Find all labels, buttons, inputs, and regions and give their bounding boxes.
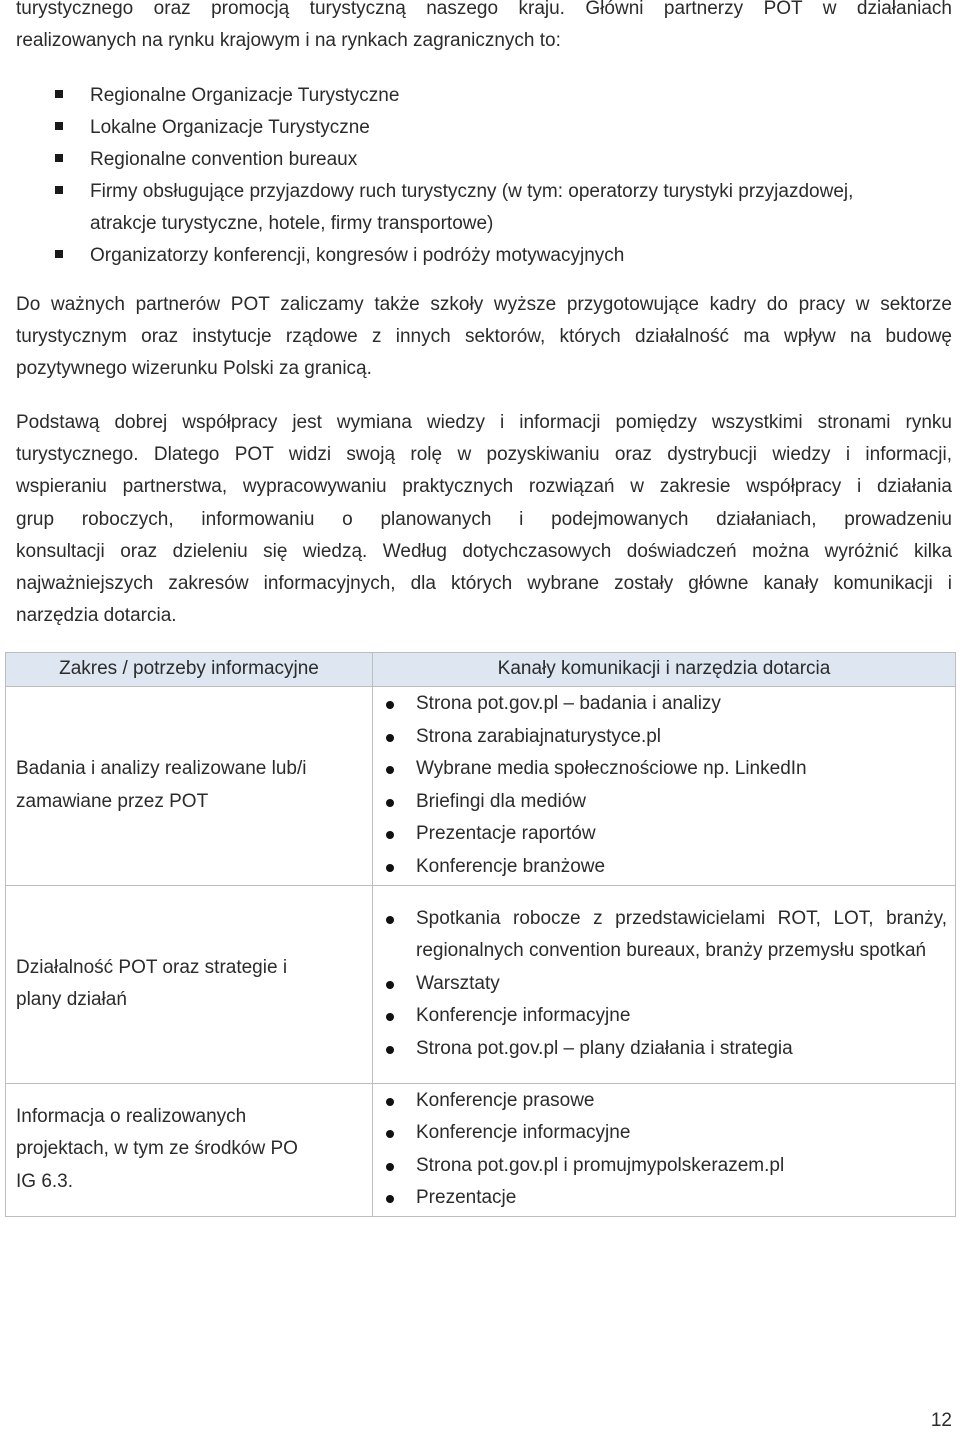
round-bullet-icon xyxy=(386,1130,394,1138)
round-bullet-icon xyxy=(386,1098,394,1106)
list-item: Konferencje prasowe xyxy=(385,1085,947,1118)
channels-list xyxy=(385,1085,947,1215)
text-line: Podstawą dobrej współpracy jest wymiana wiedzy i informacji pomiędzy wszystkimi stronami rynku xyxy=(16,412,952,433)
text-line: konsultacji oraz dzieleniu się wiedzą. Według dotychczasowych doświadczeń można wyróżnić kilka xyxy=(16,540,952,562)
list-item: Strona pot.gov.pl – badania i analizy xyxy=(385,688,947,721)
table-cell-scope: Działalność POT oraz strategie i plany działań xyxy=(6,885,373,1083)
text-line: realizowanych na rynku krajowym i na rynkach zagranicznych to: xyxy=(16,30,561,52)
text-line: grup roboczych, informowaniu o planowanych i podejmowanych działaniach, prowadzeniu xyxy=(16,508,952,530)
table-cell-channels xyxy=(373,1083,956,1216)
intro-paragraph xyxy=(16,0,952,57)
square-bullet-icon xyxy=(55,122,63,130)
round-bullet-icon xyxy=(386,701,394,709)
list-item: Konferencje informacyjne xyxy=(385,1000,947,1033)
list-item: Organizatorzy konferencji, kongresów i podróży motywacyjnych xyxy=(54,240,954,272)
round-bullet-icon xyxy=(386,864,394,872)
text-line: Do ważnych partnerów POT zaliczamy także szkoły wyższe przygotowujące kadry do pracy w sektorze xyxy=(16,294,952,315)
square-bullet-icon xyxy=(55,90,63,98)
round-bullet-icon xyxy=(386,766,394,774)
table-header-scope: Zakres / potrzeby informacyjne xyxy=(6,653,373,687)
round-bullet-icon xyxy=(386,1195,394,1203)
round-bullet-icon xyxy=(386,1046,394,1054)
table-header-row xyxy=(6,653,956,687)
round-bullet-icon xyxy=(386,1163,394,1171)
text-line: najważniejszych zakresów informacyjnych, dla których wybrane zostały główne kanały komunikacji i xyxy=(16,573,952,595)
cooperation-paragraph xyxy=(16,407,952,632)
list-item: Strona pot.gov.pl i promujmypolskerazem.pl xyxy=(385,1150,947,1183)
text-line: turystycznym oraz instytucje rządowe z innych sektorów, których działalność ma wpływ na budowę xyxy=(16,326,952,348)
list-item: Prezentacje raportów xyxy=(385,818,947,851)
page-number: 12 xyxy=(930,1410,952,1431)
partners-paragraph xyxy=(16,289,952,386)
list-item: Konferencje informacyjne xyxy=(385,1117,947,1150)
round-bullet-icon xyxy=(386,981,394,989)
round-bullet-icon xyxy=(386,831,394,839)
list-item: Prezentacje xyxy=(385,1182,947,1215)
partners-list xyxy=(54,80,954,272)
channels-list xyxy=(385,688,947,883)
text-line: turystycznego. Dlatego POT widzi swoją rolę w pozyskiwaniu oraz dystrybucji wiedzy i informacji, xyxy=(16,444,952,466)
table-cell-channels xyxy=(373,686,956,885)
round-bullet-icon xyxy=(386,734,394,742)
list-item: Strona pot.gov.pl – plany działania i strategia xyxy=(385,1033,947,1066)
table-cell-scope: Informacja o realizowanych projektach, w tym ze środków PO IG 6.3. xyxy=(6,1083,373,1216)
square-bullet-icon xyxy=(55,250,63,258)
list-item: Warsztaty xyxy=(385,968,947,1001)
round-bullet-icon xyxy=(386,799,394,807)
table-row xyxy=(6,686,956,885)
square-bullet-icon xyxy=(55,154,63,162)
table-cell-channels xyxy=(373,885,956,1083)
list-item: Briefingi dla mediów xyxy=(385,786,947,819)
square-bullet-icon xyxy=(55,186,63,194)
list-item: Strona zarabiajnaturystyce.pl xyxy=(385,721,947,754)
list-item: Lokalne Organizacje Turystyczne xyxy=(54,112,954,144)
table-row xyxy=(6,1083,956,1216)
list-item: Regionalne Organizacje Turystyczne xyxy=(54,80,954,112)
channels-list xyxy=(385,903,947,1066)
list-item: Konferencje branżowe xyxy=(385,851,947,884)
text-line: pozytywnego wizerunku Polski za granicą. xyxy=(16,358,372,380)
list-item: Spotkania robocze z przedstawicielami ROT, LOT, branży, regionalnych convention bureaux, branży przemysłu spotkań xyxy=(385,903,947,968)
list-item: Wybrane media społecznościowe np. LinkedIn xyxy=(385,753,947,786)
table-header-channels: Kanały komunikacji i narzędzia dotarcia xyxy=(373,653,956,687)
list-item: Firmy obsługujące przyjazdowy ruch turystyczny (w tym: operatorzy turystyki przyjazdowej, atrakcje turystyczne, hotele, firmy transportowe) xyxy=(54,176,954,240)
communication-channels-table xyxy=(5,652,956,1217)
list-item: Regionalne convention bureaux xyxy=(54,144,954,176)
table-cell-scope: Badania i analizy realizowane lub/i zamawiane przez POT xyxy=(6,686,373,885)
text-line: wspieraniu partnerstwa, wypracowywaniu praktycznych rozwiązań w zakresie współpracy i działania xyxy=(16,476,952,498)
text-line: turystycznego oraz promocją turystyczną naszego kraju. Główni partnerzy POT w działaniach xyxy=(16,0,952,19)
text-line: narzędzia dotarcia. xyxy=(16,605,177,627)
table-row xyxy=(6,885,956,1083)
round-bullet-icon xyxy=(386,916,394,924)
round-bullet-icon xyxy=(386,1013,394,1021)
